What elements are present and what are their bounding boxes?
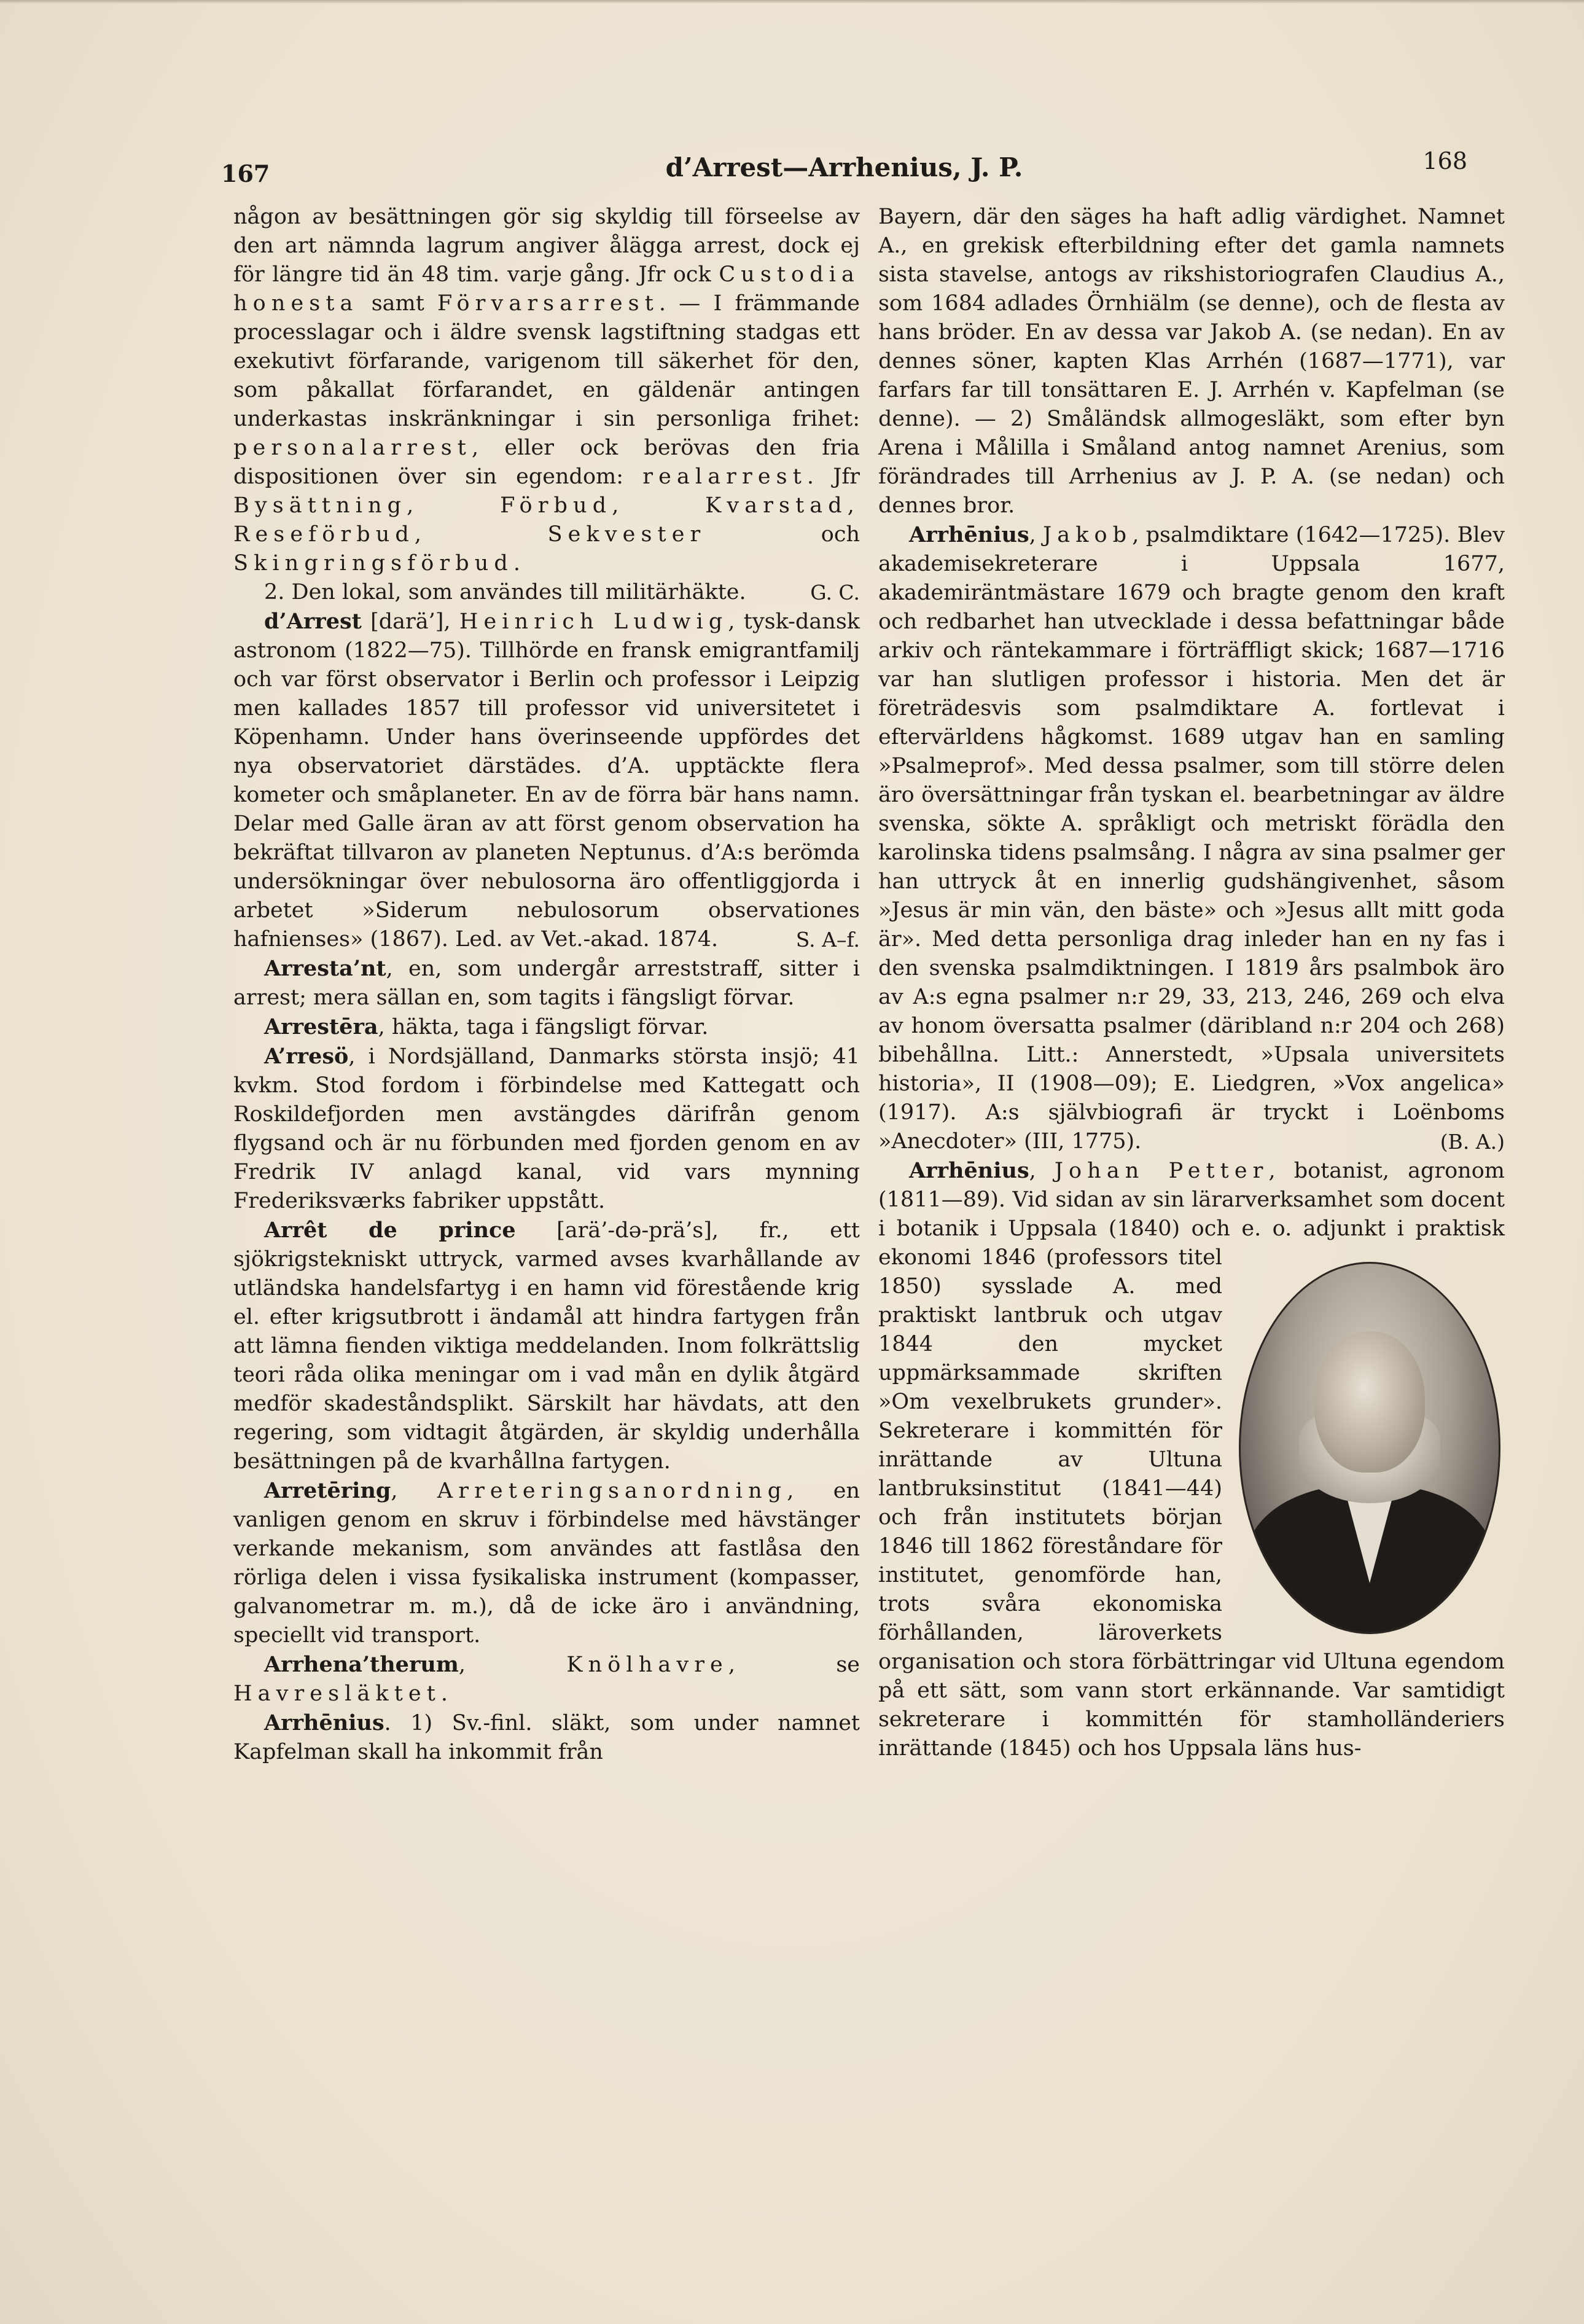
cross-reference: Förvarsarrest (437, 291, 659, 316)
person-name: Johan Petter (1054, 1159, 1269, 1183)
entry-arretering: Arretēring, Arreteringsanordning, en vanligen genom en skruv i förbindelse med hävstänger verkande mekanism, som användes att fastlåsa den rörliga delen i vissa fysikaliska instrument (kompasser, galvanometrar m. m.), då de icke äro i användning, speciellt vid transport. (233, 1478, 860, 1648)
headword: Arrhēnius (909, 522, 1029, 547)
author-signature: G. C. (810, 581, 860, 604)
entry-arreso: A’rresö, i Nordsjälland, Danmarks största insjö; 41 kvkm. Stod fordom i förbindelse med Kattegatt och Roskildefjorden men avstängdes därifrån genom flygsand och är nu förbunden med fjorden genom en av Fredrik IV anlagd kanal, vid vars mynning Frederiksværks fabriker uppstått. (233, 1044, 860, 1213)
cross-reference: Bysättning, Förbud, Kvarstad, Reseförbud, Sekvester (233, 493, 860, 547)
entry-arrest-continued: någon av besättningen gör sig skyldig till förseelse av den art nämnda lagrum angiver ålägga arrest, dock ej för längre tid än 48 tim. varje gång. Jfr ock Custodia honesta samt Förvarsarrest. — I främmande processlagar och i äldre svensk lagstiftning stadgas ett exekutivt förfarande, varigenom till säkerhet för den, som påkallat förfarandet, en gäldenär antingen underkastas inskränkningar i sin personliga frihet: personalarrest, eller ock berövas den fria dispositionen över sin egendom: realarrest. Jfr Bysättning, Förbud, Kvarstad, Reseförbud, Sekvester och Skingringsförbud. (233, 205, 860, 576)
scan-edge (0, 0, 1584, 4)
author-signature: S. A–f. (795, 928, 860, 952)
left-column (233, 203, 860, 1767)
portrait-engraving (1239, 1262, 1500, 1634)
entry-arrestera: Arrestēra, häkta, taga i fängsligt förvar. (264, 1014, 709, 1039)
entry-arrhenius-jakob: Arrhēnius, Jakob, psalmdiktare (1642—1725). Blev akademisekreterare i Uppsala 1677, akademiräntmästare 1679 och bragte genom den kraft och redbarhet han utvecklade i dessa befattningar både arkiv och räntekammare i förträffligt skick; 1687—1716 var han slutligen professor i historia. Men det är företrädesvis som psalmdiktare A. fortlevat i eftervärldens hågkomst. 1689 utgav han en samling »Psalmeprof». Med dessa psalmer, som till större delen äro översättningar från tyskan el. bearbetningar av äldre svenska, sökte A. språkligt och metriskt förädla den karolinska tidens psalmsång. I några av sina psalmer ger han uttryck åt en innerlig gudshängivenhet, såsom »Jesus är min vän, den bäste» och »Jesus allt mitt goda är». Med detta personliga drag inleder han en ny fas i den svenska psalmdiktningen. I 1819 års psalmbok äro av A:s egna psalmer n:r 29, 33, 213, 246, 269 och elva av honom översatta psalmer (däribland n:r 204 och 268) bibehållna. Litt.: Annerstedt, »Upsala universitets historia», II (1908—09); E. Liedgren, »Vox angelica» (1917). A:s självbiografi är tryckt i Loënboms »Anecdoter» (III, 1775). (B. A.) (878, 520, 1505, 1156)
entry-arret-de-prince: Arrêt de prince [arä’-də-prä’s], fr., ett sjökrigstekniskt uttryck, varmed avses kvarhållande av utländska handelsfartyg i en hamn vid förestående krig el. efter krigsutbrott i ändamål att hindra fartygen från att lämna fienden viktiga meddelanden. Inom folkrättslig teori råda olika meningar om i vad mån en dylik åtgärd medför skadeståndsplikt. Särskilt har hävdats, att den regering, som vidtagit åtgärden, är skyldig underhålla besättningen på de kvarhållna fartygen. (233, 1218, 860, 1474)
entry-arrhenius-johan-petter: Arrhēnius, Johan Petter, botanist, agronom (1811—89). Vid sidan av sin lärarverksamhet som docent i botanik i Uppsala (1840) och e. o. adjunkt i praktisk ekonomi 1846 (professors titel 1850) sysslade A. med praktiskt lantbruk och utgav 1844 den mycket uppmärksammade skriften »Om vexelbrukets grunder». Sekreterare i kommittén för inrättande av Ultuna lantbruksinstitut (1841—44) och från institutets början 1846 till 1862 föreståndare för institutet, genomförde han, trots svåra ekonomiska förhållanden, läroverkets organisation och stora förbättringar vid Ultuna egendom på ett sätt, som vann stort erkännande. Var samtidigt sekreterare i kommittén för stamholländeriers inrättande (1845) och hos Uppsala läns hus- (878, 1158, 1505, 1761)
emphasis-term: personalarrest (233, 436, 472, 460)
person-name: Jakob (1043, 523, 1133, 547)
headword: Arresta’nt (264, 956, 386, 981)
alternate-term: Knölhavre (566, 1653, 728, 1677)
person-name: Heinrich Ludwig (459, 609, 728, 634)
emphasis-term: realarrest (642, 464, 807, 489)
author-signature: (B. A.) (1440, 1130, 1505, 1154)
entry-arrhenatherum: Arrhena’therum, Knölhavre, se Havresläktet. (233, 1652, 860, 1706)
page-number-left: 167 (221, 160, 270, 187)
alternate-term: Arreteringsanordning (437, 1479, 787, 1503)
page-number-right: 168 (1422, 147, 1467, 174)
headword: A’rresö (264, 1044, 349, 1069)
cross-reference: Havresläktet (233, 1681, 441, 1706)
headword: d’Arrest (264, 609, 362, 634)
headword: Arrhena’therum (264, 1652, 459, 1677)
headword: Arrestēra (264, 1014, 378, 1039)
running-title: d’Arrest—Arrhenius, J. P. (665, 152, 1023, 182)
headword: Arrhēnius (909, 1158, 1029, 1183)
cross-reference: Skingringsförbud (233, 551, 513, 576)
cross-reference: Custodia honesta (233, 262, 860, 316)
headword: Arretēring (264, 1478, 391, 1503)
entry-arrest-sense-2: 2. Den lokal, som användes till militärhäkte. G. C. (233, 578, 860, 607)
entry-darrest: d’Arrest [darä’], Heinrich Ludwig, tysk-dansk astronom (1822—75). Tillhörde en fransk emigrantfamilj och var först observator i Berlin och professor i Leipzig men kallades 1857 till professor vid universitetet i Köpenhamn. Under hans överinseende uppfördes det nya observatoriet därstädes. d’A. upptäckte flera kometer och småplaneter. En av de förra bär hans namn. Delar med Galle äran av att först genom observation ha bekräftat tillvaron av planeten Neptunus. d’A:s berömda undersökningar över nebulosorna äro offentliggjorda i arbetet »Siderum nebulosorum observationes hafnienses» (1867). Led. av Vet.-akad. 1874. S. A–f. (233, 607, 860, 954)
entry-arrestant: Arresta’nt, en, som undergår arreststraff, sitter i arrest; mera sällan en, som tagits i fängsligt förvar. (233, 956, 860, 1010)
entry-arrhenius-family-continued: Bayern, där den säges ha haft adlig värdighet. Namnet A., en grekisk efterbildning efter det gamla namnets sista stavelse, antogs av rikshistoriografen Claudius A., som 1684 adlades Örnhiälm (se denne), och de flesta av hans bröder. En av dessa var Jakob A. (se nedan). En av dennes söner, kapten Klas Arrhén (1687—1771), var farfars far till tonsättaren E. J. Arrhén v. Kapfelman (se denne). — 2) Småländsk allmogesläkt, som efter byn Arena i Målilla i Småland antog namnet Arenius, som förändrades till Arrhenius av J. P. A. (se nedan) och dennes bror. (878, 205, 1505, 518)
page-header (221, 147, 1467, 190)
right-column (878, 203, 1505, 1763)
headword: Arrêt de prince (264, 1218, 516, 1243)
portrait-figure (1235, 1254, 1505, 1641)
entry-arrhenius-family: Arrhēnius. 1) Sv.-finl. släkt, som under namnet Kapfelman skall ha inkommit från (233, 1710, 860, 1764)
headword: Arrhēnius (264, 1710, 384, 1735)
